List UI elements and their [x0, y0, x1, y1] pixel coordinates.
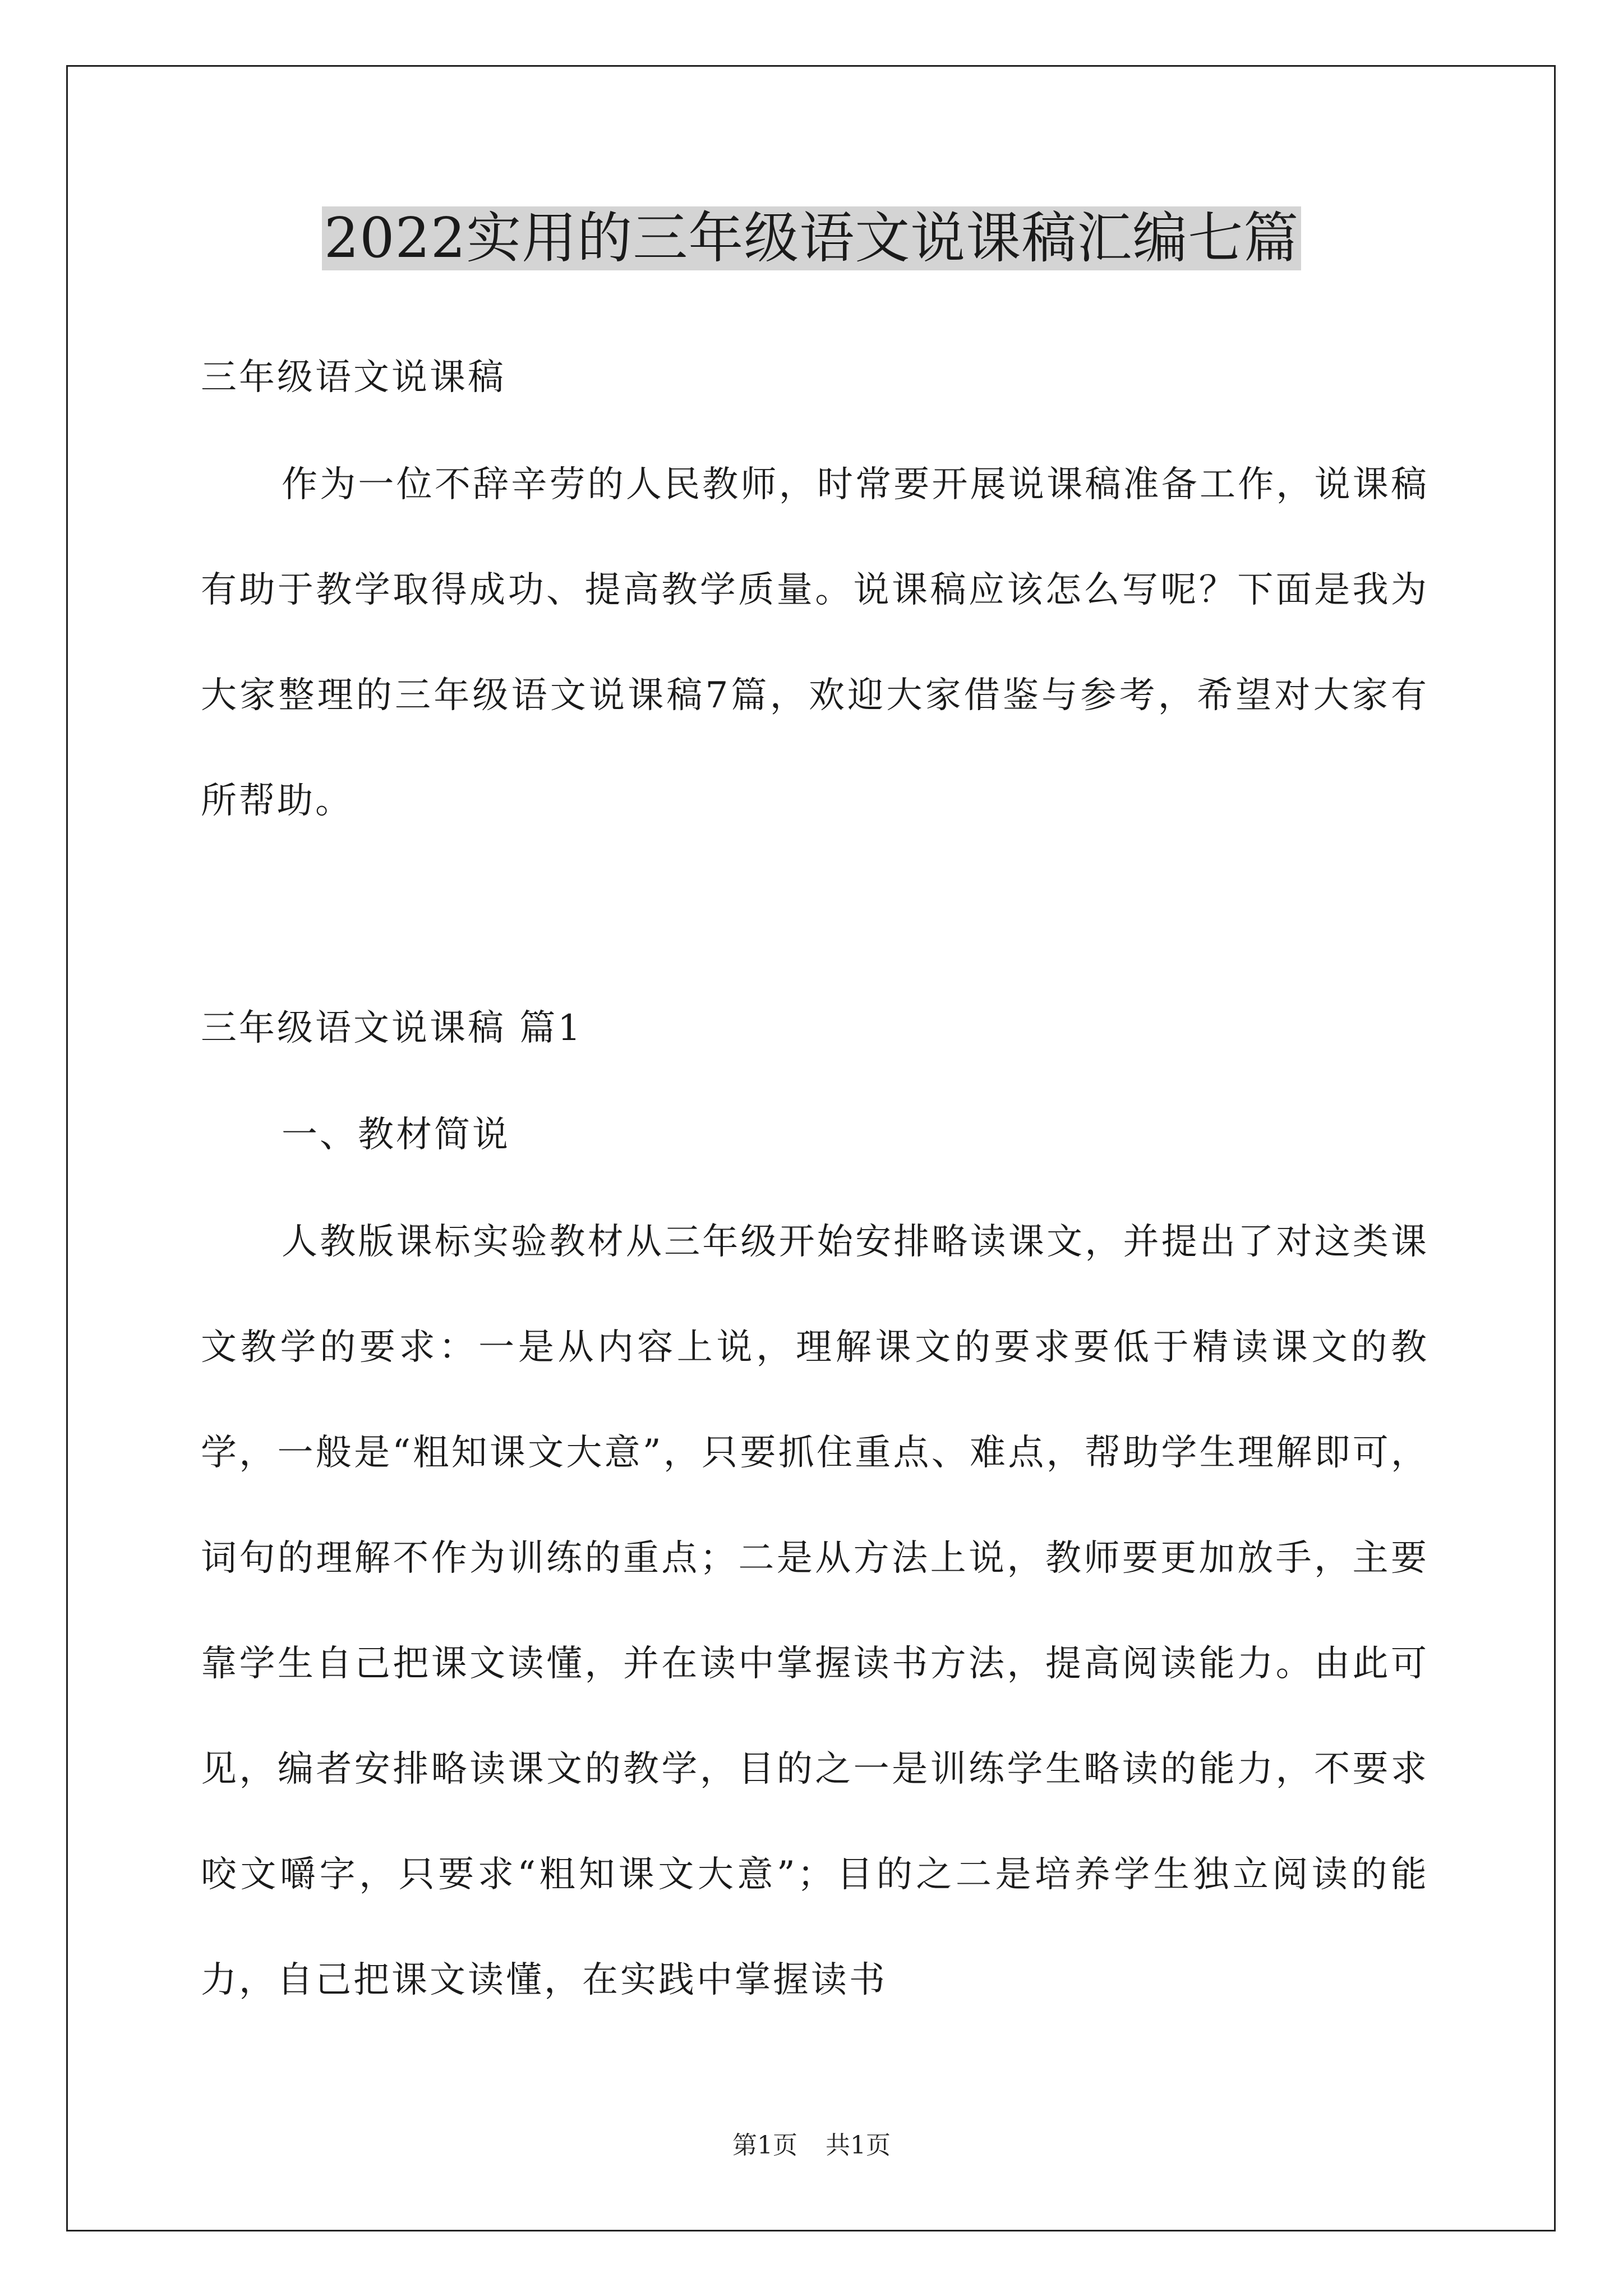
page-footer: [0, 2129, 1623, 2162]
document-title-text: 2022实用的三年级语文说课稿汇编七篇: [322, 206, 1301, 270]
document-title: [0, 199, 1623, 278]
page-total: 共1页: [826, 2131, 891, 2160]
page-number: 第1页: [732, 2131, 797, 2160]
body-paragraph: 人教版课标实验教材从三年级开始安排略读课文，并提出了对这类课文教学的要求：一是从内容上说，理解课文的要求要低于精读课文的教学，一般是“粗知课文大意”，只要抓住重点、难点，帮助学生理解即可，词句的理解不作为训练的重点；二是从方法上说，教师要更加放手，主要靠学生自己把课文读懂，并在读中掌握读书方法，提高阅读能力。由此可见，编者安排略读课文的教学，目的之一是训练学生略读的能力，不要求咬文嚼字，只要求“粗知课文大意”；目的之二是培养学生独立阅读的能力，自己把课文读懂，在实践中掌握读书: [201, 1221, 1429, 2001]
intro-paragraph: 作为一位不辞辛劳的人民教师，时常要开展说课稿准备工作，说课稿有助于教学取得成功、提高教学质量。说课稿应该怎么写呢？下面是我为大家整理的三年级语文说课稿7篇，欢迎大家借鉴与参考，希望对大家有所帮助。: [201, 464, 1429, 822]
intro-heading: 三年级语文说课稿: [201, 357, 506, 398]
subheading-textbook-overview: 一、教材简说: [282, 1114, 510, 1156]
section-heading: 三年级语文说课稿 篇1: [201, 1007, 583, 1049]
